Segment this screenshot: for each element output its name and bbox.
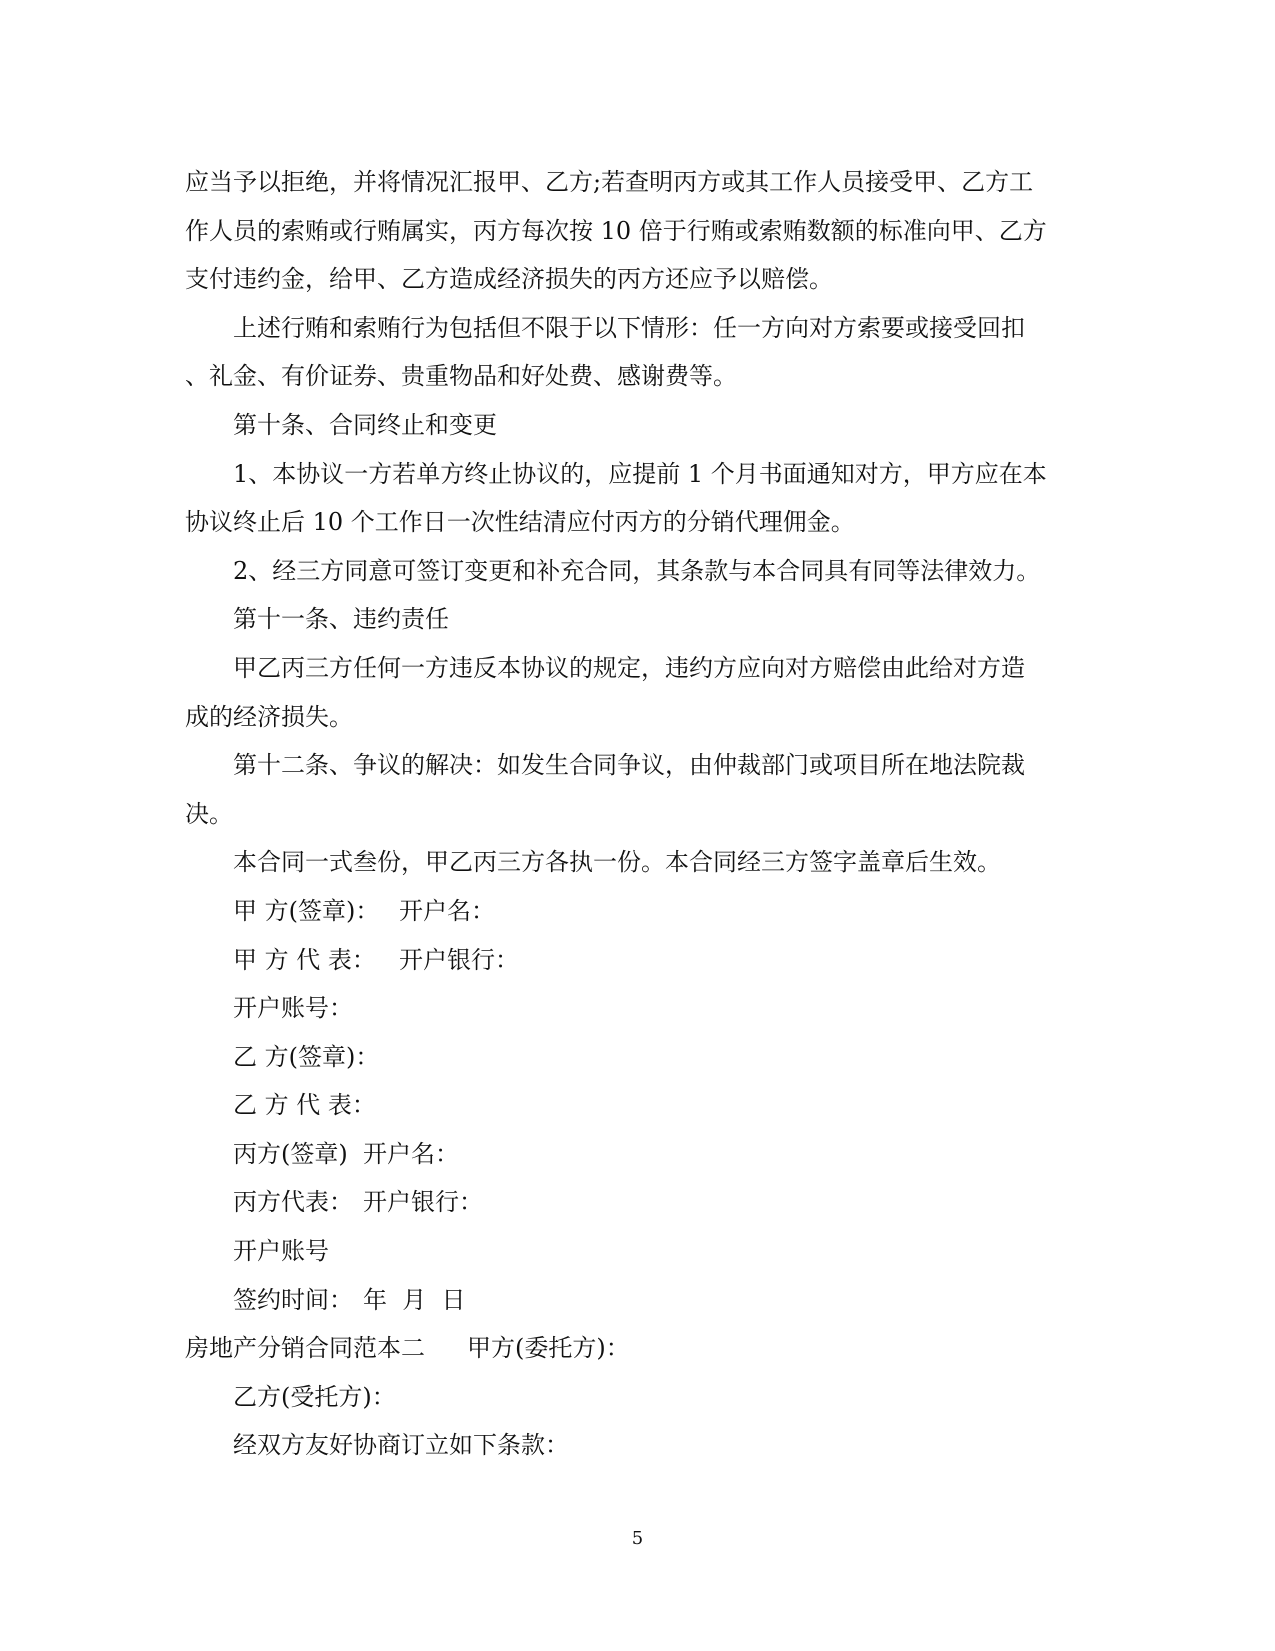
body-line: 第十二条、争议的解决：如发生合同争议，由仲裁部门或项目所在地法院裁: [233, 751, 1025, 780]
body-line: 协议终止后 10 个工作日一次性结清应付丙方的分销代理佣金。: [185, 508, 855, 537]
account-number-label: 开户账号：: [233, 994, 353, 1023]
body-line: 应当予以拒绝，并将情况汇报甲、乙方;若查明丙方或其工作人员接受甲、乙方工: [185, 168, 1034, 196]
party-a-account-name-label: 开户名：: [399, 896, 495, 925]
section-heading: 第十一条、违约责任: [233, 605, 449, 634]
party-a-bank-label: 开户银行：: [399, 945, 519, 974]
document-body: [185, 158, 1075, 1470]
signature-row-party-a-rep: [185, 936, 1075, 985]
body-line: 上述行贿和索贿行为包括但不限于以下情形：任一方向对方索要或接受回扣: [233, 313, 1025, 342]
signature-row-party-c: [185, 1130, 1075, 1179]
signature-row-party-c-rep: [185, 1178, 1075, 1227]
template2-preamble: 经双方友好协商订立如下条款：: [233, 1431, 569, 1460]
body-line: 支付违约金，给甲、乙方造成经济损失的丙方还应予以赔偿。: [185, 265, 833, 294]
party-c-seal-label: 丙方(签章): [233, 1139, 348, 1168]
body-line: 作人员的索贿或行贿属实，丙方每次按 10 倍于行贿或索贿数额的标准向甲、乙方: [185, 216, 1047, 245]
body-line: 、礼金、有价证券、贵重物品和好处费、感谢费等。: [185, 362, 737, 391]
body-line: 2、经三方同意可签订变更和补充合同，其条款与本合同具有同等法律效力。: [233, 556, 1041, 585]
party-c-rep-label: 丙方代表：: [233, 1188, 353, 1217]
party-b-seal-label: 乙 方(签章)：: [233, 1042, 380, 1071]
section-heading: 第十条、合同终止和变更: [233, 410, 497, 439]
body-line: 本合同一式叁份，甲乙丙三方各执一份。本合同经三方签字盖章后生效。: [233, 848, 1001, 877]
party-a-seal-label: 甲 方(签章)：: [233, 896, 380, 925]
signing-date-row: [185, 1276, 1075, 1325]
signature-row-party-a: [185, 887, 1075, 936]
party-c-bank-label: 开户银行：: [363, 1188, 483, 1217]
party-b-rep-label: 乙 方 代 表：: [233, 1091, 376, 1120]
template2-party-b-label: 乙方(受托方)：: [233, 1382, 396, 1411]
template2-title: 房地产分销合同范本二: [185, 1334, 425, 1363]
body-line: 成的经济损失。: [185, 702, 353, 731]
party-a-rep-label: 甲 方 代 表：: [233, 945, 376, 974]
body-line: 决。: [185, 799, 233, 828]
body-line: 甲乙丙三方任何一方违反本协议的规定，违约方应向对方赔偿由此给对方造: [233, 653, 1025, 682]
party-c-account-name-label: 开户名：: [363, 1139, 459, 1168]
page-number: 5: [631, 1528, 644, 1549]
signing-date-label: 签约时间：: [233, 1285, 353, 1314]
body-line: 1、本协议一方若单方终止协议的，应提前 1 个月书面通知对方，甲方应在本: [233, 459, 1047, 488]
party-c-account-number-label: 开户账号: [233, 1237, 329, 1266]
signing-date-value: 年 月 日: [363, 1285, 466, 1314]
template2-title-row: [185, 1324, 1075, 1373]
template2-party-a-label: 甲方(委托方)：: [467, 1334, 630, 1363]
